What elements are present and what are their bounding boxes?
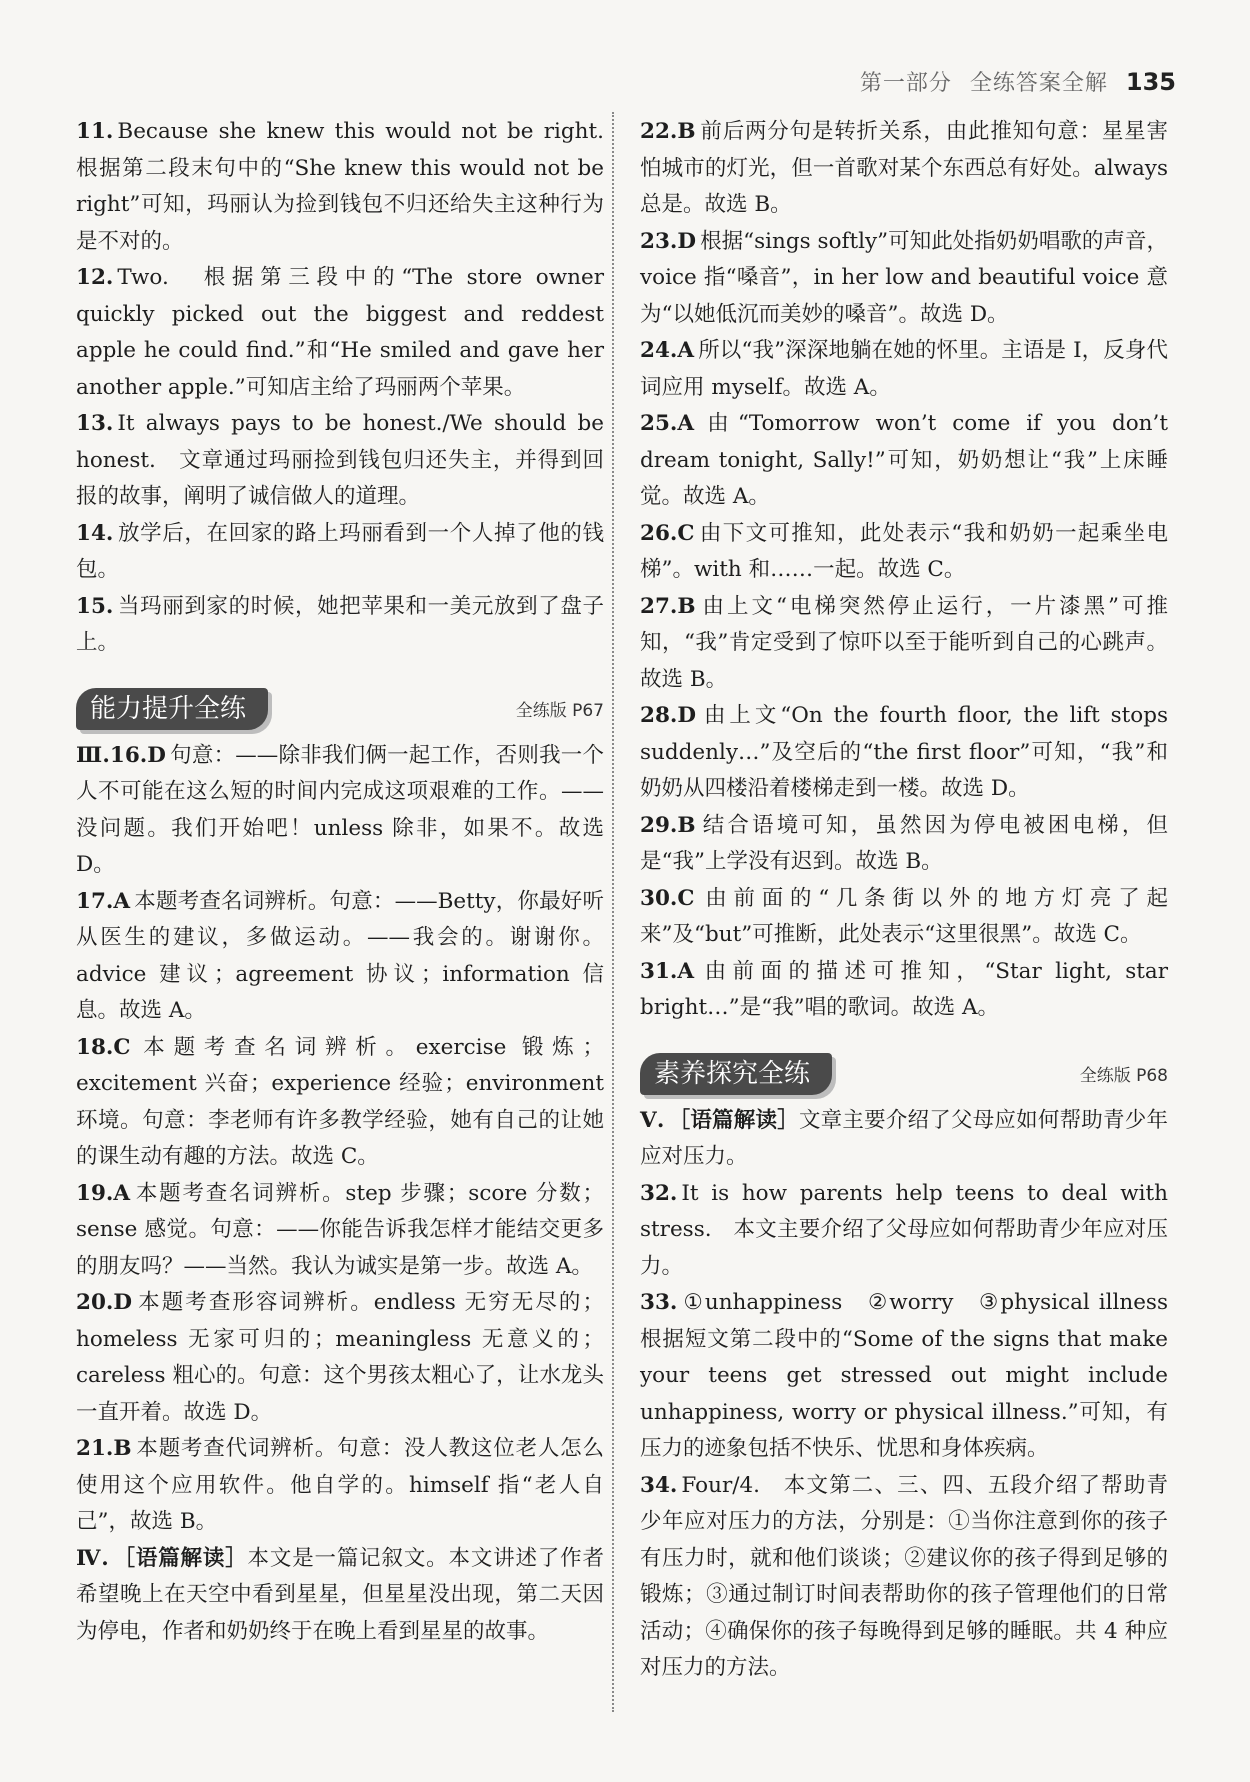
answer-item: 25.A 由“Tomorrow won’t come if you don’t dream tonight, Sally!”可知，奶奶想让“我”上床睡觉。故选 A。: [640, 411, 1168, 509]
answer-item: 13. It always pays to be honest./We should be honest. 文章通过玛丽捡到钱包归还失主，并得到回报的故事，阐明了诚信做人的道理。: [76, 411, 604, 509]
answer-item: Ⅳ. ［语篇解读］本文是一篇记叙文。本文讲述了作者希望晚上在天空中看到星星，但星星没出现，第二天因为停电，作者和奶奶终于在晚上看到星星的故事。: [76, 1545, 604, 1644]
section-label: 第一部分: [859, 71, 952, 96]
section-banner-ref: 全练版 P68: [1079, 1066, 1168, 1086]
answer-item: 23.D 根据“sings softly”可知此处指奶奶唱歌的声音，voice 指“嗓音”，in her low and beautiful voice 意为“以她低沉而美妙的嗓音”。故选 D。: [640, 228, 1168, 327]
answer-item: 21.B 本题考查代词辨析。句意：没人教这位老人怎么使用这个应用软件。他自学的。himself 指“老人自己”，故选 B。: [76, 1436, 604, 1534]
answer-item: 24.A 所以“我”深深地躺在她的怀里。主语是 I，反身代词应用 myself。故选 A。: [640, 338, 1168, 400]
answer-item: 19.A 本题考查名词辨析。step 步骤；score 分数；sense 感觉。句意：——你能告诉我怎样才能结交更多的朋友吗？——当然。我认为诚实是第一步。故选 A。: [76, 1180, 604, 1279]
answer-item: 11. Because she knew this would not be right. 根据第二段末句中的“She knew this would not be right”可知，玛丽认为捡到钱包不归还给失主这种行为是不对的。: [76, 119, 626, 254]
answer-item: 33. ①unhappiness ②worry ③physical illness 根据短文第二段中的“Some of the signs that make your teens get stressed out might include unhappiness, worry or physical illness.”可知，有压力的迹象包括不快乐、忧思和身体疾病。: [640, 1290, 1190, 1461]
answer-item: 17.A 本题考查名词辨析。句意：——Betty，你最好听从医生的建议，多做运动。——我会的。谢谢你。advice 建议；agreement 协议；information 信息。故选 A。: [76, 888, 604, 1023]
answer-item: 22.B 前后两分句是转折关系，由此推知句意：星星害怕城市的灯光，但一首歌对某个东西总有好处。always 总是。故选 B。: [640, 119, 1168, 217]
section-banner-label: 能力提升全练: [76, 688, 268, 730]
answer-item: 20.D 本题考查形容词辨析。endless 无穷无尽的；homeless 无家可归的；meaningless 无意义的；careless 粗心的。句意：这个男孩太粗心了，让水龙头一直开着。故选 D。: [76, 1290, 604, 1425]
answer-item: 31.A 由前面的描述可推知，“Star light, star bright…”是“我”唱的歌词。故选 A。: [640, 958, 1168, 1020]
answer-item: 26.C 由下文可推知，此处表示“我和奶奶一起乘坐电梯”。with 和……一起。故选 C。: [640, 520, 1168, 582]
section-banner: [76, 688, 604, 730]
column-divider: [612, 112, 614, 1712]
answer-item: 30.C 由前面的“几条街以外的地方灯亮了起来”及“but”可推断，此处表示“这里很黑”。故选 C。: [640, 885, 1168, 947]
answer-item: Ⅴ. ［语篇解读］文章主要介绍了父母应如何帮助青少年应对压力。: [640, 1107, 1168, 1169]
section-banner: [640, 1053, 1168, 1095]
left-column: [76, 114, 626, 1650]
answer-item: 32. It is how parents help teens to deal with stress. 本文主要介绍了父母应如何帮助青少年应对压力。: [640, 1180, 1168, 1279]
answer-item: 18.C 本题考查名词辨析。exercise 锻炼；excitement 兴奋；experience 经验；environment 环境。句意：李老师有许多教学经验，她有自己的让她的课生动有趣的方法。故选 C。: [76, 1034, 604, 1169]
page-header: [860, 66, 1176, 97]
answer-item: Ⅲ.16.D 句意：——除非我们俩一起工作，否则我一个人不可能在这么短的时间内完成这项艰难的工作。——没问题。我们开始吧！unless 除非，如果不。故选 D。: [76, 742, 604, 877]
right-column: [640, 114, 1190, 1687]
answer-item: 29.B 结合语境可知，虽然因为停电被困电梯，但是“我”上学没有迟到。故选 B。: [640, 812, 1168, 874]
section-banner-ref: 全练版 P67: [515, 701, 604, 721]
answer-item: 27.B 由上文“电梯突然停止运行，一片漆黑”可推知，“我”肯定受到了惊吓以至于能听到自己的心跳声。故选 B。: [640, 593, 1168, 692]
answer-item: 14. 放学后，在回家的路上玛丽看到一个人掉了他的钱包。: [76, 520, 604, 582]
answer-item: 34. Four/4. 本文第二、三、四、五段介绍了帮助青少年应对压力的方法，分别是：①当你注意到你的孩子有压力时，就和他们谈谈；②建议你的孩子得到足够的锻炼；③通过制订时间表帮助你的孩子管理他们的日常活动；④确保你的孩子每晚得到足够的睡眠。共 4 种应对压力的方法。: [640, 1472, 1168, 1680]
answer-item: 15. 当玛丽到家的时候，她把苹果和一美元放到了盘子上。: [76, 593, 604, 655]
answer-item: 28.D 由上文“On the fourth floor, the lift stops suddenly…”及空后的“the first floor”可知，“我”和奶奶从四楼沿着楼梯走到一楼。故选 D。: [640, 703, 1168, 801]
page-number: 135: [1125, 68, 1176, 96]
section-banner-label: 素养探究全练: [640, 1053, 832, 1095]
header-subtitle: 全练答案全解: [969, 71, 1108, 96]
answer-item: 12. Two. 根据第三段中的“The store owner quickly picked out the biggest and reddest apple he could find.”和“He smiled and gave her another apple.”可知店主给了玛丽两个苹果。: [76, 265, 604, 400]
